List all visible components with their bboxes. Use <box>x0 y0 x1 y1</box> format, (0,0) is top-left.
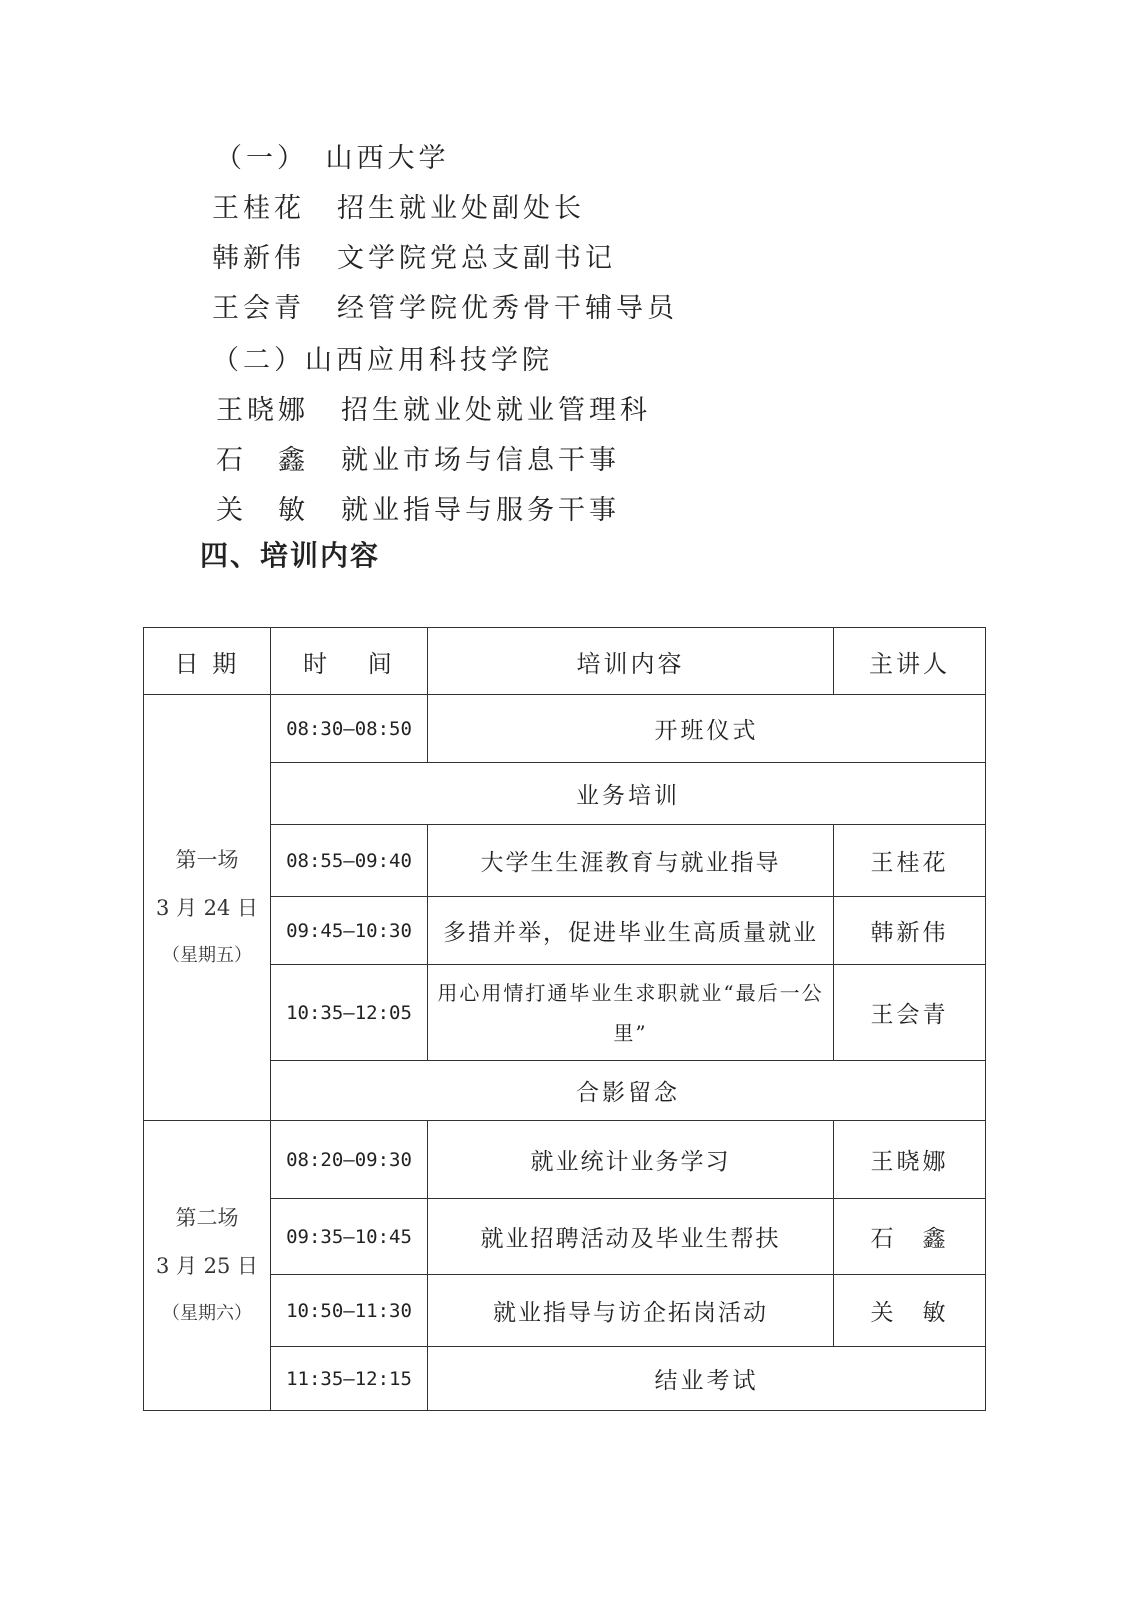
table-row <box>144 1275 986 1347</box>
content-cell: 业务培训 <box>271 763 986 825</box>
content-cell: 就业招聘活动及毕业生帮扶 <box>428 1199 834 1275</box>
table-row <box>144 897 986 965</box>
staff-role: 文学院党总支副书记 <box>337 243 616 274</box>
table-row <box>144 1199 986 1275</box>
staff-row <box>212 186 585 225</box>
day1-date: 3 月 24 日 <box>155 895 259 920</box>
table-row <box>144 695 986 763</box>
time-cell: 08:30—08:50 <box>271 695 428 763</box>
table-row <box>144 825 986 897</box>
content-cell: 就业指导与访企拓岗活动 <box>428 1275 834 1347</box>
group-title-applied-tech-college: （二）山西应用科技学院 <box>212 345 553 376</box>
table-row <box>144 1121 986 1199</box>
speaker-cell: 石 鑫 <box>834 1199 986 1275</box>
group-title-shanxi-university: （一） 山西大学 <box>215 143 450 174</box>
day1-weekday: （星期五） <box>162 944 252 966</box>
header-time: 时 间 <box>271 628 428 695</box>
day2-weekday: （星期六） <box>162 1302 252 1324</box>
training-schedule-table <box>143 627 986 1411</box>
time-cell: 10:35—12:05 <box>271 965 428 1061</box>
table-row <box>144 1347 986 1411</box>
staff-role: 就业市场与信息干事 <box>341 445 620 476</box>
speaker-cell: 王会青 <box>834 965 986 1061</box>
time-cell: 08:55—09:40 <box>271 825 428 897</box>
table-row <box>144 1061 986 1121</box>
time-cell: 09:35—10:45 <box>271 1199 428 1275</box>
day2-session: 第二场 <box>175 1205 239 1230</box>
table-header-row <box>144 628 986 695</box>
staff-role: 招生就业处就业管理科 <box>341 395 651 426</box>
day2-date-cell <box>144 1121 271 1411</box>
staff-role: 经管学院优秀骨干辅导员 <box>337 293 678 324</box>
day1-date-cell <box>144 695 271 1121</box>
staff-role: 招生就业处副处长 <box>337 193 585 224</box>
staff-name: 关 敏 <box>216 495 309 526</box>
staff-name: 韩新伟 <box>212 243 305 274</box>
content-cell: 多措并举，促进毕业生高质量就业 <box>428 897 834 965</box>
speaker-cell: 韩新伟 <box>834 897 986 965</box>
staff-name: 王桂花 <box>212 193 305 224</box>
staff-row <box>216 438 620 477</box>
speaker-cell: 王晓娜 <box>834 1121 986 1199</box>
staff-name: 石 鑫 <box>216 445 309 476</box>
table-row <box>144 763 986 825</box>
day2-date: 3 月 25 日 <box>155 1253 259 1278</box>
section-heading: 四、培训内容 <box>200 539 381 572</box>
content-cell: 结业考试 <box>428 1347 986 1411</box>
time-cell: 09:45—10:30 <box>271 897 428 965</box>
speaker-cell: 王桂花 <box>834 825 986 897</box>
staff-row <box>212 236 616 275</box>
header-content: 培训内容 <box>428 628 834 695</box>
staff-role: 就业指导与服务干事 <box>341 495 620 526</box>
content-cell: 用心用情打通毕业生求职就业“最后一公里” <box>428 965 834 1061</box>
staff-name: 王晓娜 <box>216 395 309 426</box>
staff-row <box>216 388 651 427</box>
content-cell: 大学生生涯教育与就业指导 <box>428 825 834 897</box>
content-cell: 就业统计业务学习 <box>428 1121 834 1199</box>
staff-name: 王会青 <box>212 293 305 324</box>
speaker-cell: 关 敏 <box>834 1275 986 1347</box>
time-cell: 11:35—12:15 <box>271 1347 428 1411</box>
table-row <box>144 965 986 1061</box>
header-speaker: 主讲人 <box>834 628 986 695</box>
header-date: 日 期 <box>144 628 271 695</box>
content-cell: 开班仪式 <box>428 695 986 763</box>
staff-row <box>216 488 620 527</box>
time-cell: 08:20—09:30 <box>271 1121 428 1199</box>
day1-session: 第一场 <box>175 847 239 872</box>
staff-row <box>212 286 678 325</box>
content-cell: 合影留念 <box>271 1061 986 1121</box>
time-cell: 10:50—11:30 <box>271 1275 428 1347</box>
